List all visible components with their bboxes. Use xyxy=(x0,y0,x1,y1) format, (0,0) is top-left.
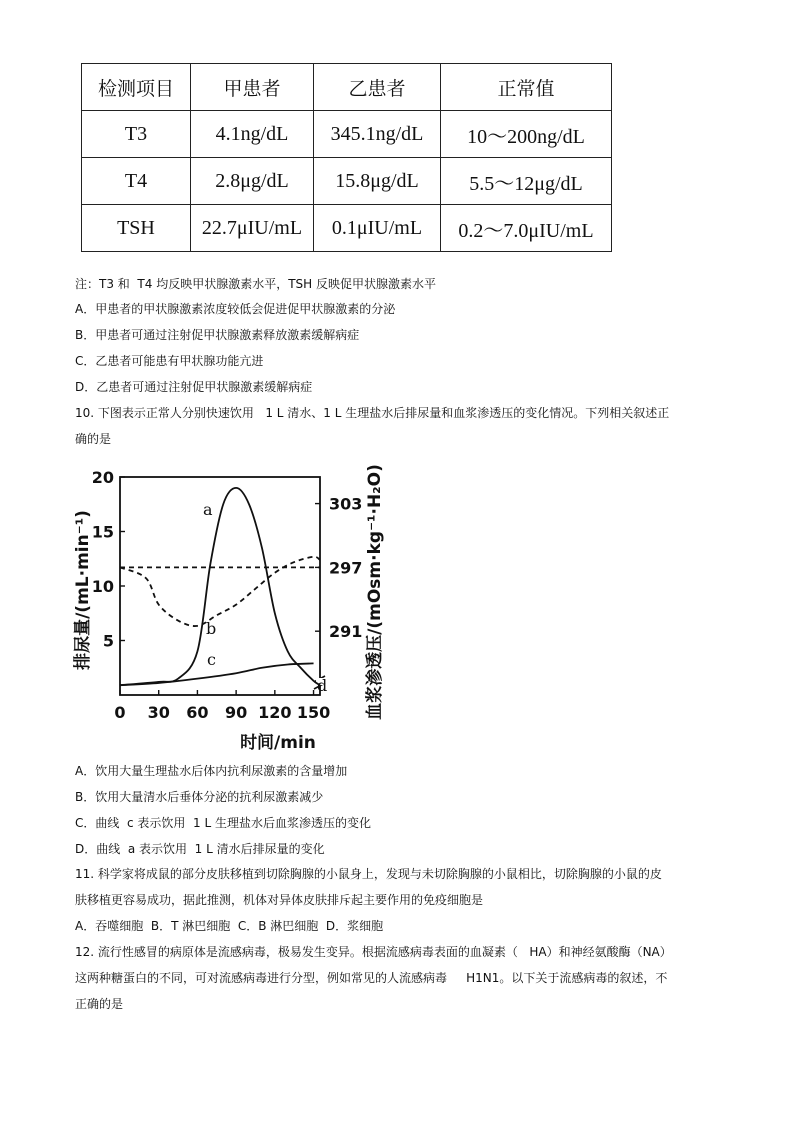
q10-stem: 10. 下图表示正常人分别快速饮用 1 L 清水、1 L 生理盐水后排尿量和血浆渗透压的变化情况。下列相关叙述正 xyxy=(75,406,670,420)
q9-option-a: A．甲患者的甲状腺激素浓度较低会促进促甲状腺激素的分泌 xyxy=(75,302,396,316)
q11-options: A．吞噬细胞 B．T 淋巴细胞 C．B 淋巴细胞 D．浆细胞 xyxy=(75,919,384,933)
y-right-axis-label: 血浆渗透压/(mOsm·kg⁻¹·H₂O) xyxy=(365,464,385,720)
x-tick-label: 30 xyxy=(147,703,170,722)
table-cell: 5.5～12μg/dL xyxy=(441,158,612,205)
y-right-tick-label: 303 xyxy=(329,494,363,514)
x-axis-label: 时间/min xyxy=(240,733,316,753)
curve-label-c: c xyxy=(207,650,216,669)
table-cell: TSH xyxy=(82,205,191,252)
hormone-test-table xyxy=(81,63,612,252)
table-cell: 345.1ng/dL xyxy=(314,111,441,158)
table-cell: 0.2～7.0μIU/mL xyxy=(441,205,612,252)
table-cell: 0.1μIU/mL xyxy=(314,205,441,252)
series-line-a xyxy=(120,488,320,685)
table-row xyxy=(82,111,612,158)
y-right-tick-label: 297 xyxy=(329,558,363,578)
q9-option-c: C．乙患者可能患有甲状腺功能亢进 xyxy=(75,354,264,368)
table-note: 注：T3 和 T4 均反映甲状腺激素水平，TSH 反映促甲状腺激素水平 xyxy=(75,277,436,291)
x-tick-label: 150 xyxy=(296,703,331,722)
table-header-row xyxy=(82,64,612,111)
table-header-cell: 甲患者 xyxy=(191,64,314,111)
table-header-cell: 检测项目 xyxy=(82,64,191,111)
q12-stem-end: 正确的是 xyxy=(75,997,124,1011)
y-left-tick-label: 10 xyxy=(91,577,114,596)
table-cell: T4 xyxy=(82,158,191,205)
table-cell: 10～200ng/dL xyxy=(441,111,612,158)
y-left-axis-label: 排尿量/(mL·min⁻¹) xyxy=(73,510,93,670)
q10-stem-cont: 确的是 xyxy=(75,432,112,446)
curve-label-d: d xyxy=(317,676,328,695)
q12-stem-cont: 这两种糖蛋白的不同，可对流感病毒进行分型，例如常见的人流感病毒 H1N1。以下关于流感病毒的叙述，不 xyxy=(75,971,668,985)
table-cell: 22.7μIU/mL xyxy=(191,205,314,252)
table-cell: 15.8μg/dL xyxy=(314,158,441,205)
y-right-tick-label: 291 xyxy=(329,622,363,642)
urine-osmolality-chart xyxy=(60,450,400,760)
y-left-tick-label: 5 xyxy=(102,631,114,651)
series-line-d xyxy=(120,663,314,685)
q9-option-d: D．乙患者可通过注射促甲状腺激素缓解病症 xyxy=(75,380,313,394)
q10-option-c: C．曲线 c 表示饮用 1 L 生理盐水后血浆渗透压的变化 xyxy=(75,816,371,830)
q10-option-a: A．饮用大量生理盐水后体内抗利尿激素的含量增加 xyxy=(75,764,348,778)
table-cell: T3 xyxy=(82,111,191,158)
q12-stem: 12. 流行性感冒的病原体是流感病毒，极易发生变异。根据流感病毒表面的血凝素（ HA）和神经氨酸酶（NA） xyxy=(75,945,672,959)
table-cell: 4.1ng/dL xyxy=(191,111,314,158)
q10-option-b: B．饮用大量清水后垂体分泌的抗利尿激素减少 xyxy=(75,790,324,804)
curve-label-b: b xyxy=(206,619,217,638)
q10-option-d: D．曲线 a 表示饮用 1 L 清水后排尿量的变化 xyxy=(75,842,325,856)
q11-stem: 11. 科学家将成鼠的部分皮肤移植到切除胸腺的小鼠身上，发现与未切除胸腺的小鼠相比，切除胸腺的小鼠的皮 xyxy=(75,867,662,881)
table-header-cell: 乙患者 xyxy=(314,64,441,111)
q9-option-b: B．甲患者可通过注射促甲状腺激素释放激素缓解病症 xyxy=(75,328,360,342)
y-left-tick-label: 20 xyxy=(91,468,114,487)
q11-stem-cont: 肤移植更容易成功，据此推测，机体对异体皮肤排斥起主要作用的免疫细胞是 xyxy=(75,893,484,907)
curve-label-a: a xyxy=(203,500,213,519)
y-left-tick-label: 15 xyxy=(91,522,114,542)
x-tick-label: 60 xyxy=(186,703,209,722)
x-tick-label: 120 xyxy=(258,703,292,722)
table-row xyxy=(82,158,612,205)
x-tick-label: 90 xyxy=(224,703,248,722)
table-header-cell: 正常值 xyxy=(441,64,612,111)
x-tick-label: 0 xyxy=(114,703,126,722)
table-row xyxy=(82,205,612,252)
table-cell: 2.8μg/dL xyxy=(191,158,314,205)
